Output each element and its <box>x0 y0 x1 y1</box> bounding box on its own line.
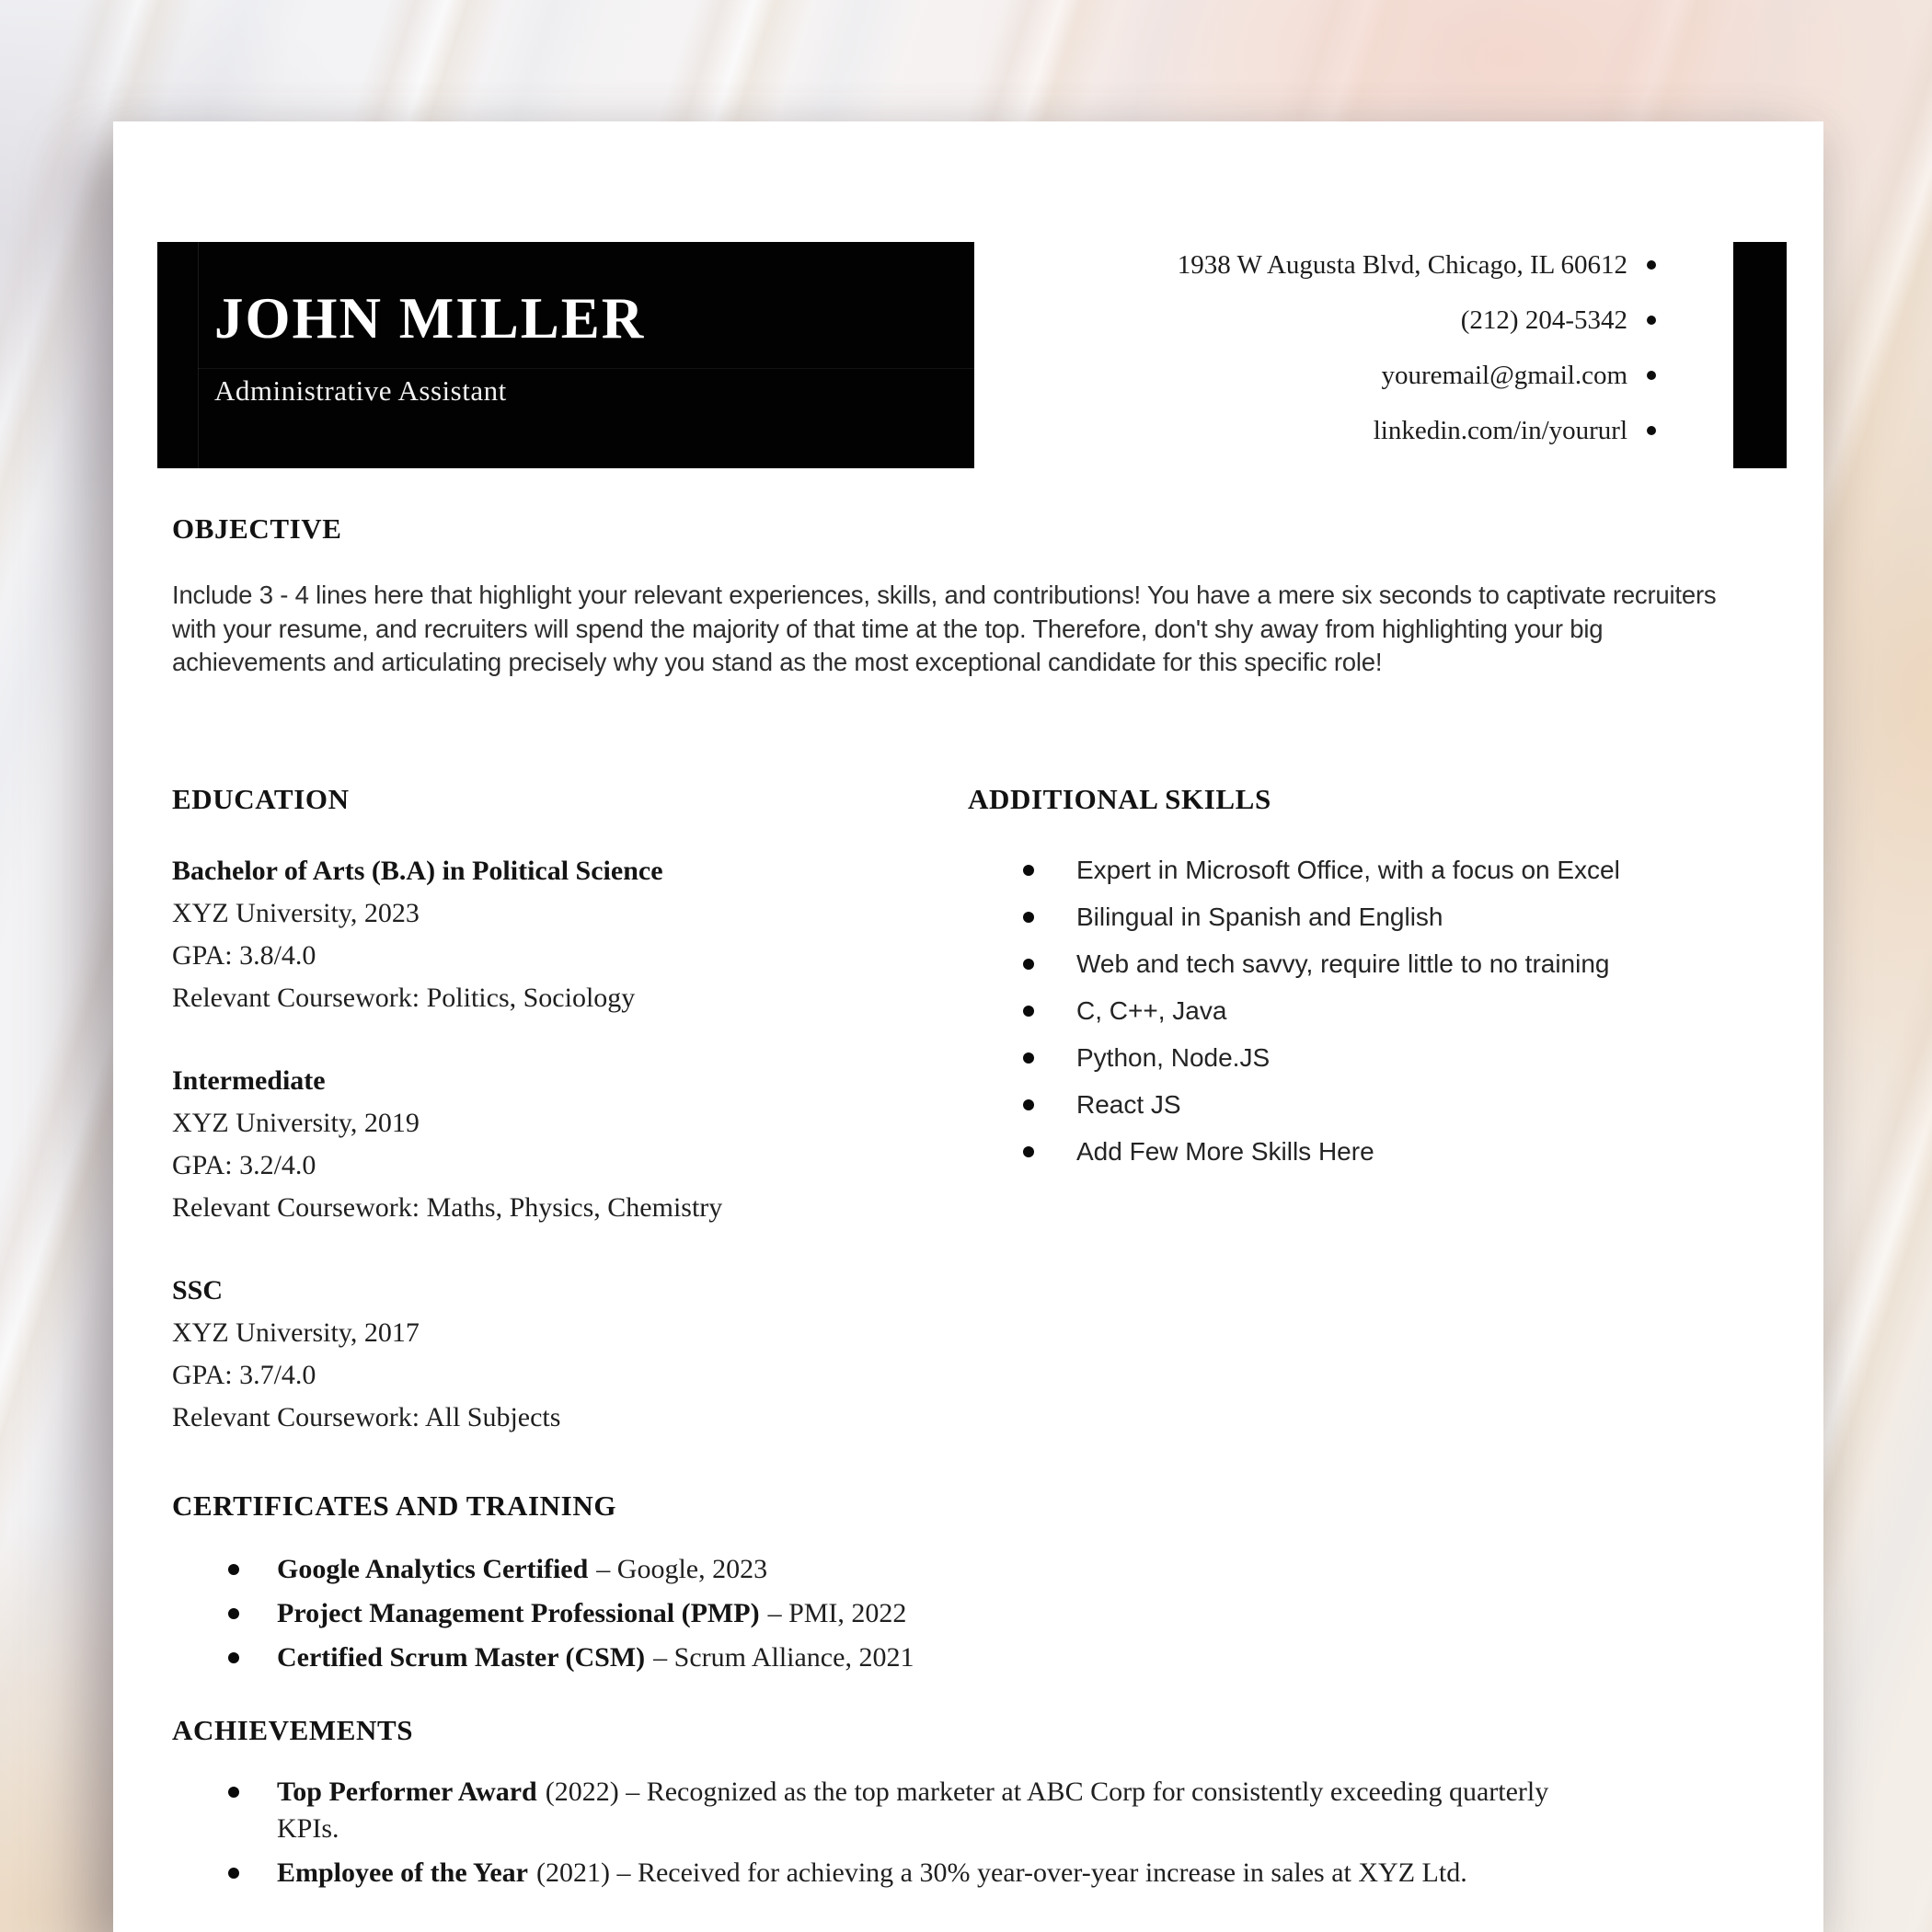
contact-email-text: youremail@gmail.com <box>1381 360 1627 390</box>
contact-phone-text: (212) 204-5342 <box>1460 305 1627 335</box>
contact-linkedin <box>1178 403 1656 458</box>
skill-text: Bilingual in Spanish and English <box>1076 902 1443 931</box>
achievements-list <box>172 1774 1607 1892</box>
list-item <box>968 846 1742 893</box>
achievement-description: (2021) – Received for achieving a 30% year-over-year increase in sales at XYZ Ltd. <box>536 1857 1467 1888</box>
certificates-heading: CERTIFICATES AND TRAINING <box>172 1489 617 1522</box>
certificate-issuer: – PMI, 2022 <box>767 1598 907 1628</box>
list-item <box>172 1855 1607 1892</box>
contact-email <box>1178 348 1656 403</box>
school-line: XYZ University, 2017 <box>172 1317 420 1348</box>
skill-text: Web and tech savvy, require little to no training <box>1076 949 1610 978</box>
bullet-icon <box>1647 316 1656 325</box>
bullet-icon <box>228 1608 239 1619</box>
bullet-icon <box>228 1564 239 1575</box>
bullet-icon <box>1023 912 1034 923</box>
name-banner <box>157 242 974 468</box>
job-title: Administrative Assistant <box>214 374 507 407</box>
objective-section <box>172 511 1747 680</box>
additional-skills-section <box>968 781 1742 1175</box>
list-item <box>968 1034 1742 1081</box>
contact-address <box>1178 237 1656 293</box>
school-line: XYZ University, 2019 <box>172 1108 420 1138</box>
bullet-icon <box>1647 426 1656 435</box>
list-item <box>172 1636 1747 1680</box>
degree-title: Bachelor of Arts (B.A) in Political Science <box>172 856 663 886</box>
certificate-name: Certified Scrum Master (CSM) <box>277 1642 646 1673</box>
list-item <box>968 893 1742 940</box>
gpa-line: GPA: 3.8/4.0 <box>172 940 316 971</box>
bullet-icon <box>1023 1006 1034 1017</box>
contact-linkedin-text: linkedin.com/in/yoururl <box>1373 415 1627 445</box>
list-item <box>968 1128 1742 1175</box>
list-item <box>172 1547 1747 1592</box>
certificates-list <box>172 1547 1747 1680</box>
objective-heading: OBJECTIVE <box>172 512 342 545</box>
contact-info <box>1178 237 1656 458</box>
coursework-line: Relevant Coursework: All Subjects <box>172 1402 561 1432</box>
skills-list <box>968 846 1742 1175</box>
certificate-issuer: – Google, 2023 <box>596 1554 768 1584</box>
list-item <box>968 1081 1742 1128</box>
education-entry <box>172 1060 926 1229</box>
achievements-heading: ACHIEVEMENTS <box>172 1714 414 1746</box>
bullet-icon <box>1023 1052 1034 1064</box>
decorative-black-bar <box>1733 242 1787 468</box>
education-entry <box>172 850 926 1019</box>
degree-title: Intermediate <box>172 1065 326 1096</box>
banner-seam-vertical <box>198 242 199 468</box>
objective-text: Include 3 - 4 lines here that highlight your relevant experiences, skills, and contributions! You have a mere six seconds to captivate recruiters with your resume, and recruiters will spend the majority of that time at the top. Therefore, don't shy away from highlighting your big achievements and articulating precisely why you stand as the most exceptional candidate for this specific role! <box>172 581 1717 676</box>
certificate-name: Google Analytics Certified <box>277 1554 589 1584</box>
bullet-icon <box>1647 260 1656 270</box>
bullet-icon <box>1023 1099 1034 1110</box>
contact-address-text: 1938 W Augusta Blvd, Chicago, IL 60612 <box>1177 249 1627 280</box>
gpa-line: GPA: 3.7/4.0 <box>172 1360 316 1390</box>
certificate-issuer: – Scrum Alliance, 2021 <box>653 1642 914 1673</box>
contact-phone <box>1178 293 1656 348</box>
coursework-line: Relevant Coursework: Politics, Sociology <box>172 983 636 1013</box>
bullet-icon <box>228 1652 239 1663</box>
bullet-icon <box>228 1787 239 1798</box>
list-item <box>172 1774 1607 1847</box>
achievement-description: (2022) – Recognized as the top marketer at ABC Corp for consistently exceeding quarterly KPIs. <box>277 1777 1549 1844</box>
certificate-name: Project Management Professional (PMP) <box>277 1598 760 1628</box>
bullet-icon <box>228 1868 239 1879</box>
certificates-section <box>172 1488 1747 1680</box>
achievement-name: Employee of the Year <box>277 1857 528 1888</box>
skills-heading: ADDITIONAL SKILLS <box>968 783 1271 815</box>
bullet-icon <box>1023 959 1034 970</box>
person-name: JOHN MILLER <box>214 286 646 351</box>
education-section <box>172 781 926 1479</box>
skill-text: C, C++, Java <box>1076 995 1227 1025</box>
skill-text: Expert in Microsoft Office, with a focus on Excel <box>1076 855 1620 884</box>
banner-seam-horizontal <box>198 368 974 369</box>
bullet-icon <box>1023 1146 1034 1157</box>
gpa-line: GPA: 3.2/4.0 <box>172 1150 316 1180</box>
achievements-section <box>172 1712 1747 1899</box>
bullet-icon <box>1023 865 1034 876</box>
education-entries <box>172 850 926 1439</box>
resume-page <box>113 121 1823 1932</box>
school-line: XYZ University, 2023 <box>172 898 420 928</box>
skill-text: React JS <box>1076 1089 1181 1119</box>
skill-text: Python, Node.JS <box>1076 1042 1271 1072</box>
skill-text: Add Few More Skills Here <box>1076 1136 1374 1166</box>
degree-title: SSC <box>172 1275 224 1305</box>
list-item <box>172 1592 1747 1636</box>
achievement-name: Top Performer Award <box>277 1777 537 1807</box>
list-item <box>968 940 1742 987</box>
education-heading: EDUCATION <box>172 783 350 815</box>
list-item <box>968 987 1742 1034</box>
coursework-line: Relevant Coursework: Maths, Physics, Chemistry <box>172 1192 723 1223</box>
education-entry <box>172 1270 926 1439</box>
bullet-icon <box>1647 371 1656 380</box>
